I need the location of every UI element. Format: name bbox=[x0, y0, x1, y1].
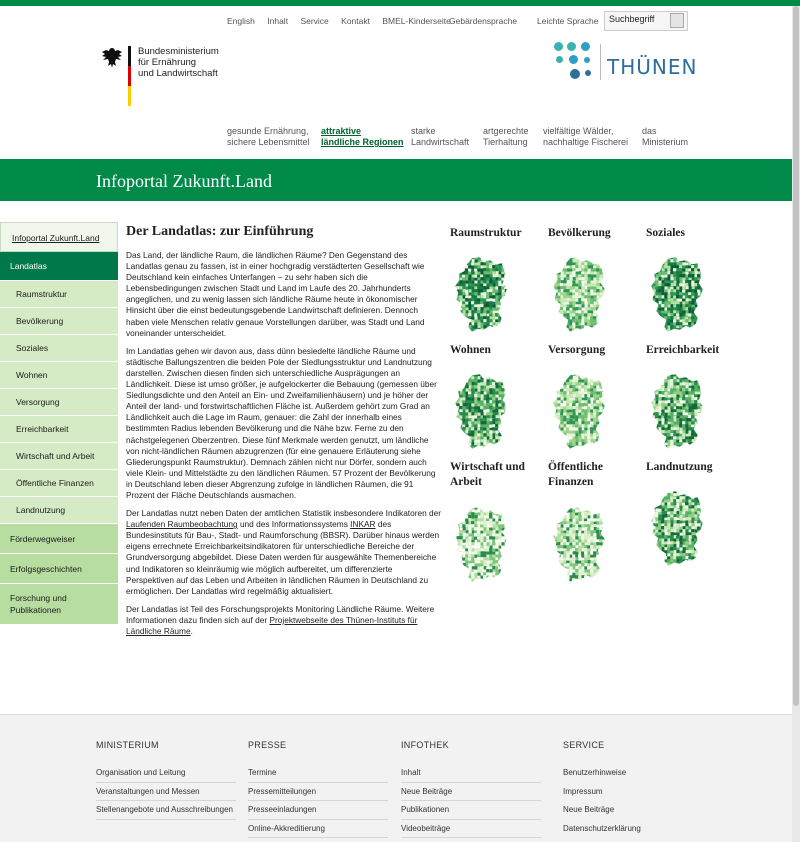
map-title: Erreichbarkeit bbox=[646, 344, 720, 356]
main-nav-line: starke bbox=[411, 126, 436, 136]
portal-banner bbox=[0, 159, 792, 201]
main-nav-line: attraktive bbox=[321, 126, 362, 136]
map-tile-wohnen[interactable] bbox=[450, 343, 546, 358]
footer-link[interactable]: Pressemitteilungen bbox=[248, 783, 388, 802]
article-text: und des Informationssystems bbox=[237, 519, 351, 530]
sidebar-item-landatlas[interactable]: Landatlas bbox=[0, 252, 118, 281]
sidebar-item-wirtschaft[interactable]: Wirtschaft und Arbeit bbox=[0, 443, 118, 470]
germany-map-thumbnail bbox=[646, 373, 708, 453]
german-flag-stripe bbox=[128, 46, 131, 106]
germany-map-thumbnail bbox=[646, 256, 708, 336]
main-nav-line: Ministerium bbox=[642, 137, 689, 147]
footer-link[interactable]: Inhalt bbox=[401, 764, 541, 783]
map-title: Landnutzung bbox=[646, 461, 713, 473]
logo-dot bbox=[567, 42, 576, 51]
article-text: Der Landatlas nutzt neben Daten der amtlichen Statistik insbesondere Indikatoren der bbox=[126, 508, 442, 519]
map-title: Raumstruktur bbox=[450, 227, 522, 239]
germany-map-thumbnail bbox=[548, 506, 610, 586]
link-thuenen-project[interactable]: Projektwebseite des Thünen-Instituts für Ländliche Räume bbox=[126, 614, 418, 636]
germany-map-thumbnail bbox=[548, 256, 610, 336]
map-tile-landnutzung[interactable] bbox=[646, 460, 742, 475]
main-nav-line: gesunde Ernährung, bbox=[227, 126, 309, 136]
ministry-name bbox=[138, 46, 258, 79]
thuenen-wordmark: THÜNEN bbox=[607, 55, 698, 79]
map-tile-wirtschaft[interactable] bbox=[450, 460, 546, 490]
footer-col-service bbox=[563, 740, 703, 838]
article-paragraph: Im Landatlas gehen wir davon aus, dass dünn besiedelte ländliche Räume und städtische Ballungszentren die beiden Pole der Siedlungsstruktur und Landnutzung darstellen. Zwischen diesen finden sich unterschiedliche Ausprägungen an Ländlichkeit. Diese ist umso größer, je aufgelockerter die Bebauung (gemessen über Siedlungsdichte und den Anteil an Ein- und Zweifamilienhäusern) und je höher der Anteil der land- und forstwirtschaftlichen Fläche ist. Außerdem gehört zum Grad an Ländlichkeit auch die Lage im Raum, genauer: die Zahl der innerhalb eines bestimmten Radius lebenden Bevölkerung und die Nähe bzw. Ferne zu den nächstgelegenen Oberzentren. Diese fünf Merkmale werden genutzt, um ländliche von nicht-ländlichen Räumen abzugrenzen (für eine genauere Erläuterung siehe Gliederungspunkt Raumstruktur). Demnach zählen nicht nur Dörfer, sondern auch viele Klein- und Mittelstädte zu den ländlichen Räumen. 57 Prozent der Bevölkerung in Deutschland leben dieser Abgrenzung zufolge in ländlichen Räumen, die 91 Prozent der Fläche Deutschlands ausmachen. bbox=[126, 345, 437, 500]
sidebar-nav bbox=[0, 222, 118, 625]
federal-eagle-icon bbox=[100, 46, 124, 70]
germany-map-thumbnail bbox=[450, 506, 512, 586]
article-paragraph bbox=[126, 508, 442, 597]
footer-link[interactable]: Benutzerhinweise bbox=[563, 768, 627, 777]
sidebar-item-foerderwegweiser[interactable]: Förderwegweiser bbox=[0, 524, 118, 554]
main-nav-ministry[interactable] bbox=[642, 126, 688, 148]
footer-link[interactable]: Videobeiträge bbox=[401, 820, 541, 839]
logo-dot bbox=[556, 56, 563, 63]
main-nav-line: Tierhaltung bbox=[483, 137, 528, 147]
logo-dot bbox=[570, 69, 580, 79]
logo-dot bbox=[584, 57, 590, 63]
main-nav-line: artgerechte bbox=[483, 126, 529, 136]
map-title: Soziales bbox=[646, 227, 685, 239]
map-tile-soziales[interactable] bbox=[646, 226, 742, 241]
sign-language-link[interactable]: Gebärdensprache bbox=[449, 16, 518, 26]
article-paragraph bbox=[126, 604, 442, 637]
map-tile-bevoelkerung[interactable] bbox=[548, 226, 644, 241]
footer-col-presse bbox=[248, 740, 388, 838]
sidebar-item-versorgung[interactable]: Versorgung bbox=[0, 389, 118, 416]
sidebar-item-landnutzung[interactable]: Landnutzung bbox=[0, 497, 118, 524]
article-text: des Bundesinstituts für Bau-, Stadt- und Raumforschung (BBSR). Darüber hinaus werden eigens errechnete Erreichbarkeitsindikatoren für unterschiedliche Bereiche der Grundversorgung abgebildet. Diese Daten werden für ausgewählte Themenbereiche und Indikatoren so kleinräumig wie möglich aufbereitet, um differenzierte Perspektiven auf das Leben und Arbeiten in ländlichen Räumen in Deutschland zu ermöglichen. Der Landatlas wird regelmäßig aktualisiert. bbox=[126, 519, 440, 596]
sidebar-item-wohnen[interactable]: Wohnen bbox=[0, 362, 118, 389]
germany-map-thumbnail bbox=[646, 490, 708, 570]
footer-link[interactable]: Datenschutzerklärung bbox=[563, 823, 641, 833]
map-tile-finanzen[interactable] bbox=[548, 460, 644, 490]
sidebar-item-portal[interactable]: Infoportal Zukunft.Land bbox=[0, 222, 118, 252]
article-paragraph: Das Land, der ländliche Raum, die ländlichen Räume? Den Gegenstand des Landatlas genau zu fassen, ist in einer hochgradig verstädterten Gesellschaft wie Deutschland kein einfaches Unterfangen – zu sehr haben sich die Lebensbedingungen zwischen Stadt und Land im Laufe des 20. Jahrhunderts angeglichen, und zu wenig lassen sich ländliche Räume heute in ökonomischer Hinsicht über die einst bedeutungsgebende Landwirtschaft definieren. Dennoch haben viele Menschen relativ genaue Vorstellungen darüber, was Stadt und Land voneinander unterscheidet. bbox=[126, 250, 425, 338]
utility-link-inhalt[interactable]: Inhalt bbox=[267, 16, 289, 26]
search-input[interactable]: Suchbegriff bbox=[604, 11, 688, 31]
footer-heading: MINISTERIUM bbox=[96, 740, 159, 750]
map-title: Versorgung bbox=[548, 344, 606, 356]
article-text: Der Landatlas ist Teil des Forschungsprojekts Monitoring Ländliche Räume. Weitere Informationen dazu finden sich auf der bbox=[126, 603, 435, 625]
footer-link[interactable]: Veranstaltungen und Messen bbox=[96, 783, 236, 802]
footer-link[interactable]: Impressum bbox=[563, 786, 603, 796]
footer-heading: INFOTHEK bbox=[401, 740, 449, 750]
link-inkar[interactable]: INKAR bbox=[350, 519, 376, 530]
utility-link-kontakt[interactable]: Kontakt bbox=[341, 16, 370, 26]
logo-dot bbox=[554, 42, 563, 51]
ministry-name-line2: für Ernährung bbox=[138, 57, 197, 68]
logo-dot bbox=[581, 42, 590, 51]
main-nav-nutrition[interactable] bbox=[227, 126, 310, 148]
main-nav-line: ländliche Regionen bbox=[321, 137, 404, 147]
thuenen-logo[interactable] bbox=[554, 42, 704, 84]
footer-link[interactable]: Organisation und Leitung bbox=[96, 764, 236, 783]
portal-title: Infoportal Zukunft.Land bbox=[96, 171, 272, 191]
main-nav-rural-regions[interactable] bbox=[321, 126, 404, 148]
ministry-name-line1: Bundesministerium bbox=[138, 46, 219, 57]
main-nav-animal-welfare[interactable] bbox=[483, 126, 529, 148]
link-raumbeobachtung[interactable]: Laufenden Raumbeobachtung bbox=[126, 519, 238, 530]
germany-map-thumbnail bbox=[548, 373, 610, 453]
main-nav-forests-fisheries[interactable] bbox=[543, 126, 628, 148]
utility-nav bbox=[227, 16, 461, 26]
page-title: Der Landatlas: zur Einführung bbox=[126, 224, 314, 239]
map-title: Bevölkerung bbox=[548, 227, 611, 239]
logo-dot bbox=[585, 70, 591, 76]
main-nav-line: nachhaltige Fischerei bbox=[543, 137, 629, 147]
logo-dot bbox=[569, 55, 578, 64]
logo-divider bbox=[600, 44, 601, 80]
map-title: Wirtschaft und Arbeit bbox=[450, 461, 525, 488]
footer-heading: PRESSE bbox=[248, 740, 287, 750]
footer-link[interactable]: Online-Akkreditierung bbox=[248, 820, 388, 839]
utility-link-kinderseite[interactable]: BMEL-Kinderseite bbox=[382, 16, 451, 26]
utility-link-service[interactable]: Service bbox=[300, 16, 329, 26]
germany-map-thumbnail bbox=[450, 373, 512, 453]
footer-link[interactable]: Publikationen bbox=[401, 801, 541, 820]
main-nav-line: Landwirtschaft bbox=[411, 137, 470, 147]
footer-heading: SERVICE bbox=[563, 740, 605, 750]
main-nav-line: das bbox=[642, 126, 657, 136]
footer-link[interactable]: Stellenangebote und Ausschreibungen bbox=[96, 801, 236, 820]
footer-col-infothek bbox=[401, 740, 541, 838]
footer-col-ministerium bbox=[96, 740, 236, 820]
top-accent-bar bbox=[0, 0, 800, 6]
sidebar-item-finanzen[interactable]: Öffentliche Finanzen bbox=[0, 470, 118, 497]
utility-link-english[interactable]: English bbox=[227, 16, 255, 26]
germany-map-thumbnail bbox=[450, 256, 512, 336]
sidebar-item-forschung[interactable] bbox=[0, 584, 118, 625]
article bbox=[126, 224, 442, 644]
sidebar-item-label: Forschung und bbox=[10, 593, 67, 603]
map-tile-erreichbarkeit[interactable] bbox=[646, 343, 742, 358]
article-text: . bbox=[190, 626, 193, 636]
footer-link[interactable]: Termine bbox=[248, 764, 388, 783]
scrollbar-thumb[interactable] bbox=[793, 6, 799, 706]
map-tile-raumstruktur[interactable] bbox=[450, 226, 546, 241]
easy-language-link[interactable]: Leichte Sprache bbox=[537, 16, 599, 26]
ministry-name-line3: und Landwirtschaft bbox=[138, 68, 218, 79]
sidebar-item-raumstruktur[interactable]: Raumstruktur bbox=[0, 281, 118, 308]
footer bbox=[0, 714, 792, 842]
sidebar-item-erfolgsgeschichten[interactable]: Erfolgsgeschichten bbox=[0, 554, 118, 584]
sidebar-item-soziales[interactable]: Soziales bbox=[0, 335, 118, 362]
map-title: Wohnen bbox=[450, 344, 491, 356]
map-title: Öffentliche Finanzen bbox=[548, 461, 603, 488]
main-nav-line: sichere Lebensmittel bbox=[227, 137, 310, 147]
map-tile-versorgung[interactable] bbox=[548, 343, 644, 358]
main-nav-agriculture[interactable] bbox=[411, 126, 469, 148]
sidebar-item-label: Publikationen bbox=[10, 605, 62, 615]
magnifier-icon[interactable] bbox=[670, 13, 684, 28]
main-nav-line: vielfältige Wälder, bbox=[543, 126, 614, 136]
footer-link[interactable]: Neue Beiträge bbox=[563, 805, 615, 815]
sidebar-item-erreichbarkeit[interactable]: Erreichbarkeit bbox=[0, 416, 118, 443]
footer-link[interactable]: Presseeinladungen bbox=[248, 801, 388, 820]
scrollbar[interactable] bbox=[792, 6, 800, 842]
sidebar-item-bevoelkerung[interactable]: Bevölkerung bbox=[0, 308, 118, 335]
footer-link[interactable]: Neue Beiträge bbox=[401, 783, 541, 802]
